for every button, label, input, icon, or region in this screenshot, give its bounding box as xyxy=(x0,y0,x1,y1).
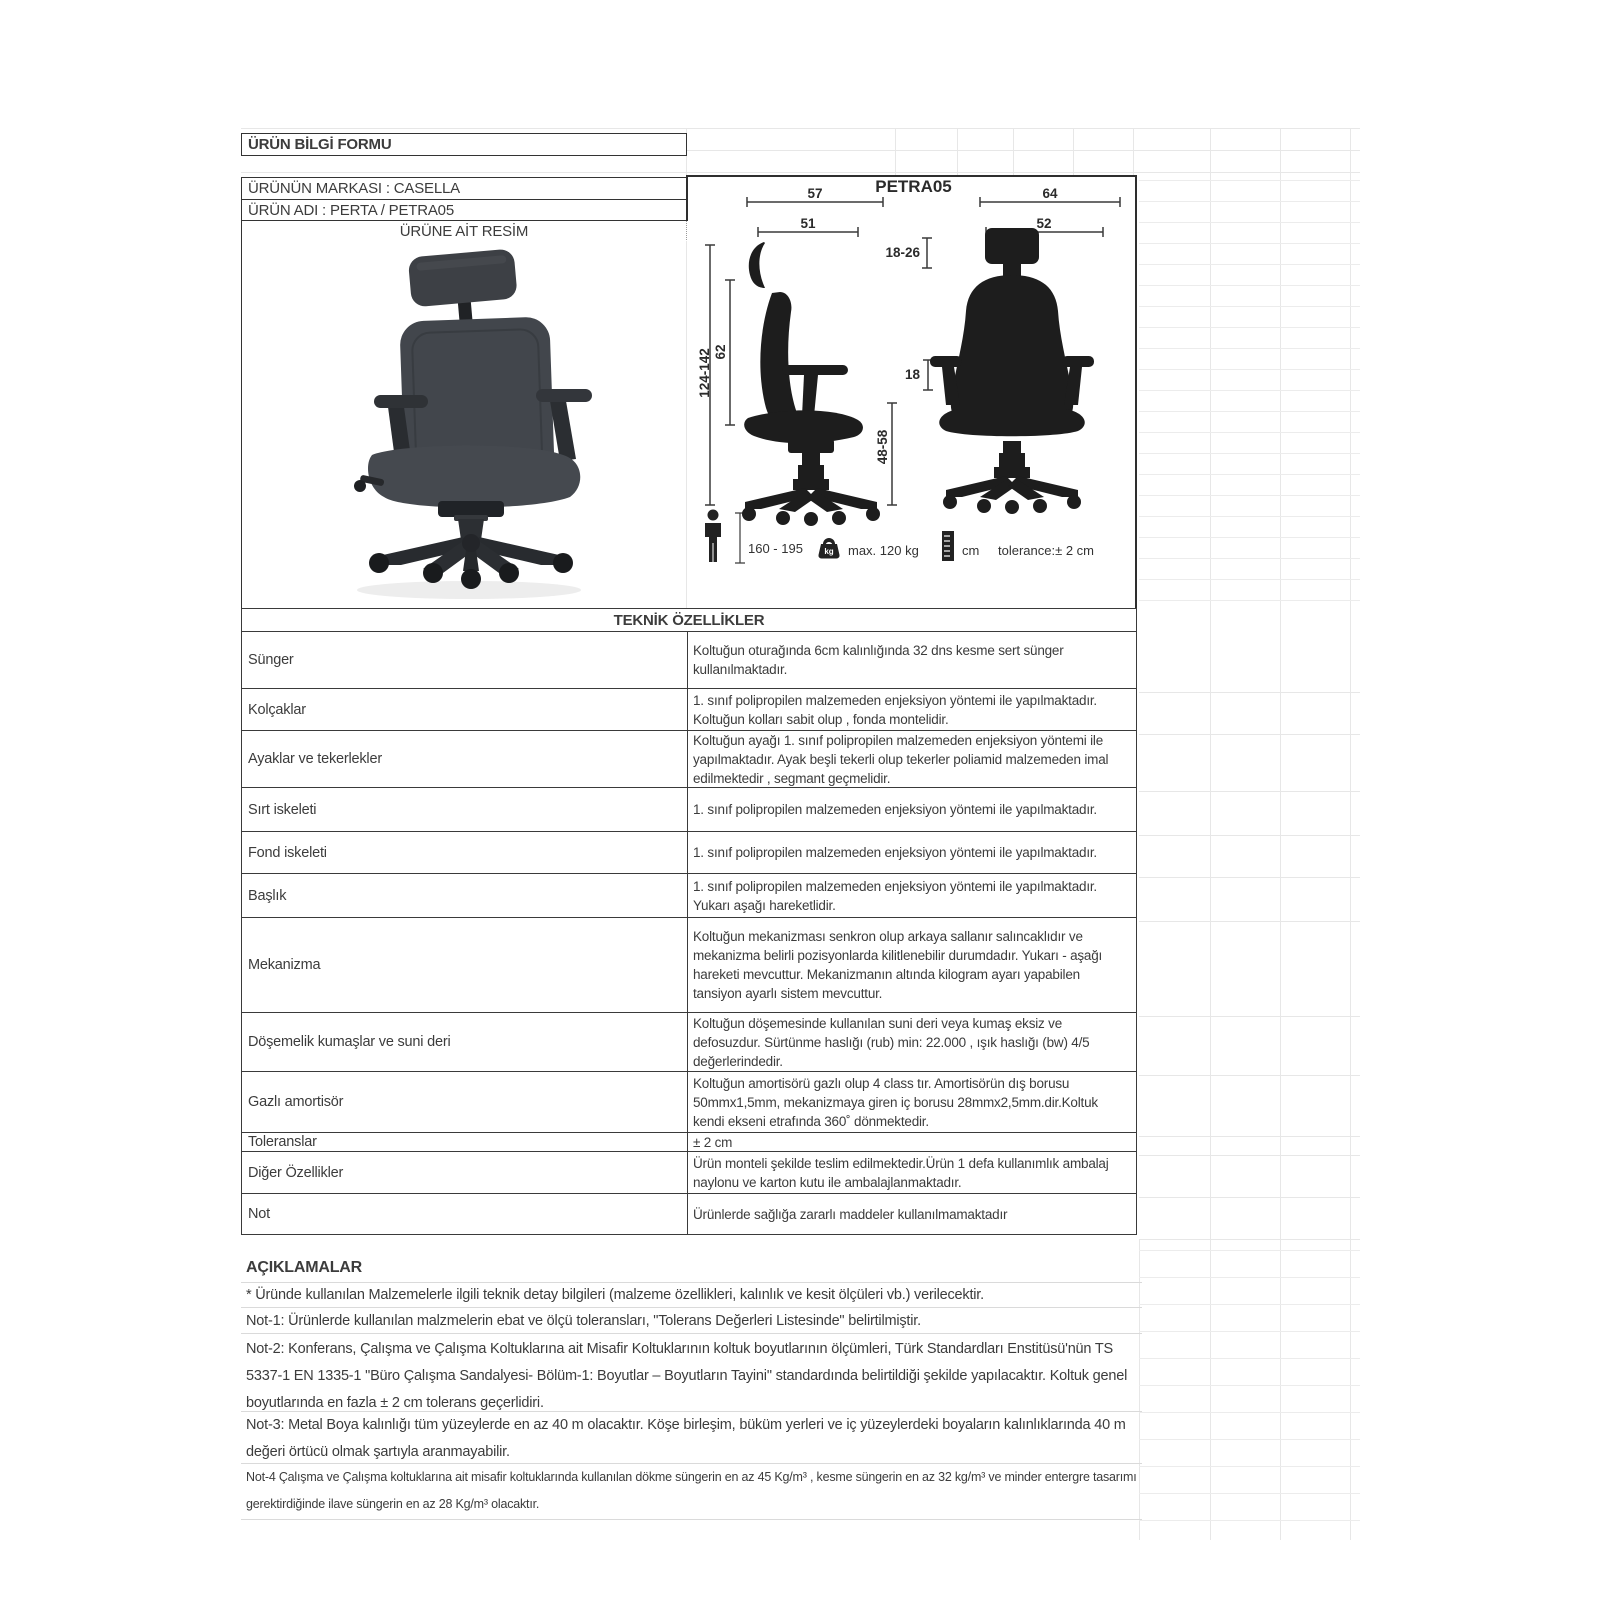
product-photo-box xyxy=(241,241,687,608)
spec-label: Toleranslar xyxy=(242,1133,688,1151)
form-title-cell xyxy=(241,133,687,156)
spec-row xyxy=(242,1193,1136,1234)
spec-row xyxy=(242,1012,1136,1071)
dim-back-total-width: 64 xyxy=(1042,186,1058,201)
note-item: Not-3: Metal Boya kalınlığı tüm yüzeylerde en az 40 m olacaktır. Köşe birleşim, büküm yerleri ve iç yüzeylerdeki boyaların kalınlıklarında 40 m değeri örtücü olmak şartıyla aranmayabilir. xyxy=(241,1412,1142,1464)
image-caption-cell xyxy=(241,220,687,242)
spec-value: 1. sınıf polipropilen malzemeden enjeksiyon yöntemi ile yapılmaktadır. Koltuğun kolları sabit olup , fonda montelidir. xyxy=(693,692,1097,727)
note-item: Not-2: Konferans, Çalışma ve Çalışma Koltuklarına ait Misafir Koltuklarının koltuk boyutlarının ölçümleri, Türk Standardları Enstitüsü'nün TS 5337-1 EN 1335-1 "Büro Çalışma Sandalyesi- Bölüm-1: Boyutlar – Boyutların Tayini" standardında belirtildiği şekilde yapılacaktır. Koltuk genel boyutlarında en fazla ± 2 cm tolerans geçerlidiri. xyxy=(241,1334,1142,1412)
specs-header-row xyxy=(242,609,1136,631)
image-caption-text: ÜRÜNE AİT RESİM xyxy=(399,223,529,240)
note-item: * Üründe kullanılan Malzemelerle ilgili teknik detay bilgileri (malzeme özellikleri, kalınlık ve kesit ölçüleri vb.) verilecektir. xyxy=(241,1283,1142,1308)
specs-title: TEKNİK ÖZELLİKLER xyxy=(613,611,765,629)
spec-value: 1. sınıf polipropilen malzemeden enjeksiyon yöntemi ile yapılmaktadır. Yukarı aşağı hareketlidir. xyxy=(693,878,1097,913)
spec-row xyxy=(242,787,1136,831)
spec-label: Not xyxy=(242,1194,688,1234)
dimension-diagram xyxy=(686,175,1137,612)
kg-badge-label: kg xyxy=(824,547,834,556)
spec-value: Ürün monteli şekilde teslim edilmektedir.Ürün 1 defa kullanımlık ambalaj naylonu ve karton kutu ile ambalajlanmaktadır. xyxy=(693,1155,1109,1190)
spec-label: Sırt iskeleti xyxy=(242,788,688,831)
chair-side-view xyxy=(742,242,880,526)
specs-table xyxy=(241,608,1137,1235)
note-item: Not-1: Ürünlerde kullanılan malzmelerin ebat ve ölçü toleransları, "Tolerans Değerleri Listesinde" belirtilmiştir. xyxy=(241,1308,1142,1334)
spec-label: Ayaklar ve tekerlekler xyxy=(242,731,688,787)
ruler-icon xyxy=(942,531,954,561)
product-name-cell xyxy=(241,199,687,221)
spec-label: Fond iskeleti xyxy=(242,832,688,873)
spec-label: Döşemelik kumaşlar ve suni deri xyxy=(242,1013,688,1071)
spec-value: Koltuğun ayağı 1. sınıf polipropilen malzemeden enjeksiyon yöntemi ile yapılmaktadır. Ayak beşli tekerli olup tekerler poliamid malzemeden imal edilmektedir , segmant geçmelidir. xyxy=(693,732,1109,786)
spec-row xyxy=(242,1132,1136,1151)
legend-tolerance: tolerance:± 2 cm xyxy=(998,543,1095,558)
notes-title: AÇIKLAMALAR xyxy=(241,1252,1142,1283)
spec-value: ± 2 cm xyxy=(693,1134,733,1150)
spec-value: Koltuğun oturağında 6cm kalınlığında 32 dns kesme sert sünger kullanılmaktadır. xyxy=(693,643,1064,677)
spec-row xyxy=(242,631,1136,688)
legend-user-height: 160 - 195 xyxy=(748,541,803,556)
dim-backrest-height: 62 xyxy=(712,344,728,360)
spec-row xyxy=(242,1151,1136,1193)
note-item: Not-4 Çalışma ve Çalışma koltuklarına ait misafir koltuklarında kullanılan dökme süngerin en az 45 Kg/m³ , kesme süngerin en az 32 kg/m³ ve minder entergre tasarımı gerektirdiğinde ilave süngerin en az 28 Kg/m³ olacaktır. xyxy=(241,1464,1142,1520)
spec-value: Ürünlerde sağlığa zararlı maddeler kullanılmamaktadır xyxy=(693,1206,1008,1222)
person-icon xyxy=(705,510,721,563)
dim-side-total-width: 57 xyxy=(807,186,823,201)
spec-value: 1. sınıf polipropilen malzemeden enjeksiyon yöntemi ile yapılmaktadır. xyxy=(693,802,1097,817)
spec-row xyxy=(242,1071,1136,1132)
dim-overall-height: 124-142 xyxy=(696,348,712,398)
spec-label: Mekanizma xyxy=(242,918,688,1012)
dim-seat-height: 48-58 xyxy=(874,429,890,465)
spec-label: Sünger xyxy=(242,632,688,688)
spec-label: Başlık xyxy=(242,874,688,917)
chair-photo xyxy=(242,241,688,608)
legend-max-weight: max. 120 kg xyxy=(848,543,919,558)
spec-row xyxy=(242,688,1136,730)
form-title: ÜRÜN BİLGİ FORMU xyxy=(248,136,392,153)
product-name-text: ÜRÜN ADI : PERTA / PETRA05 xyxy=(248,201,454,219)
dim-headrest-travel: 18-26 xyxy=(885,245,920,260)
legend-unit: cm xyxy=(962,543,980,558)
spec-row xyxy=(242,831,1136,873)
spec-label: Gazlı amortisör xyxy=(242,1072,688,1132)
brand-text: ÜRÜNÜN MARKASI : CASELLA xyxy=(248,180,460,197)
chair-back-view xyxy=(930,228,1094,514)
diagram-title: PETRA05 xyxy=(875,177,952,196)
brand-cell xyxy=(241,177,687,200)
spec-label: Diğer Özellikler xyxy=(242,1152,688,1193)
spec-value: Koltuğun amortisörü gazlı olup 4 class tır. Amortisörün dış borusu 50mmx1,5mm, mekanizmaya giren iç borusu 28mmx2,5mm.dir.Koltuk kendi ekseni etrafında 360˚ dönmektedir. xyxy=(693,1075,1098,1129)
spec-value: Koltuğun mekanizması senkron olup arkaya sallanır salıncaklıdır ve mekanizma belirli pozisyonlarda kilitlenebilir durumdadır. Yukarı - aşağı hareketi mevcuttur. Mekanizmanın altında kilogram ayarı yapabilen tansiyon ayarlı sistem mevcuttur. xyxy=(693,929,1103,1001)
spec-row xyxy=(242,730,1136,787)
spec-value: Koltuğun döşemesinde kullanılan suni deri veya kumaş eksiz ve defosuzdur. Sürtünme haslığı (rub) min: 22.000 , ışık haslığı (bw) 4/5 değerlerindedir. xyxy=(693,1015,1090,1069)
dim-armrest-height: 18 xyxy=(904,367,920,382)
spec-row xyxy=(242,917,1136,1012)
spec-value: 1. sınıf polipropilen malzemeden enjeksiyon yöntemi ile yapılmaktadır. xyxy=(693,845,1097,860)
spec-row xyxy=(242,873,1136,917)
dim-side-seat-width: 51 xyxy=(800,216,816,231)
spec-label: Kolçaklar xyxy=(242,689,688,730)
dim-back-seat-width: 52 xyxy=(1036,216,1052,231)
